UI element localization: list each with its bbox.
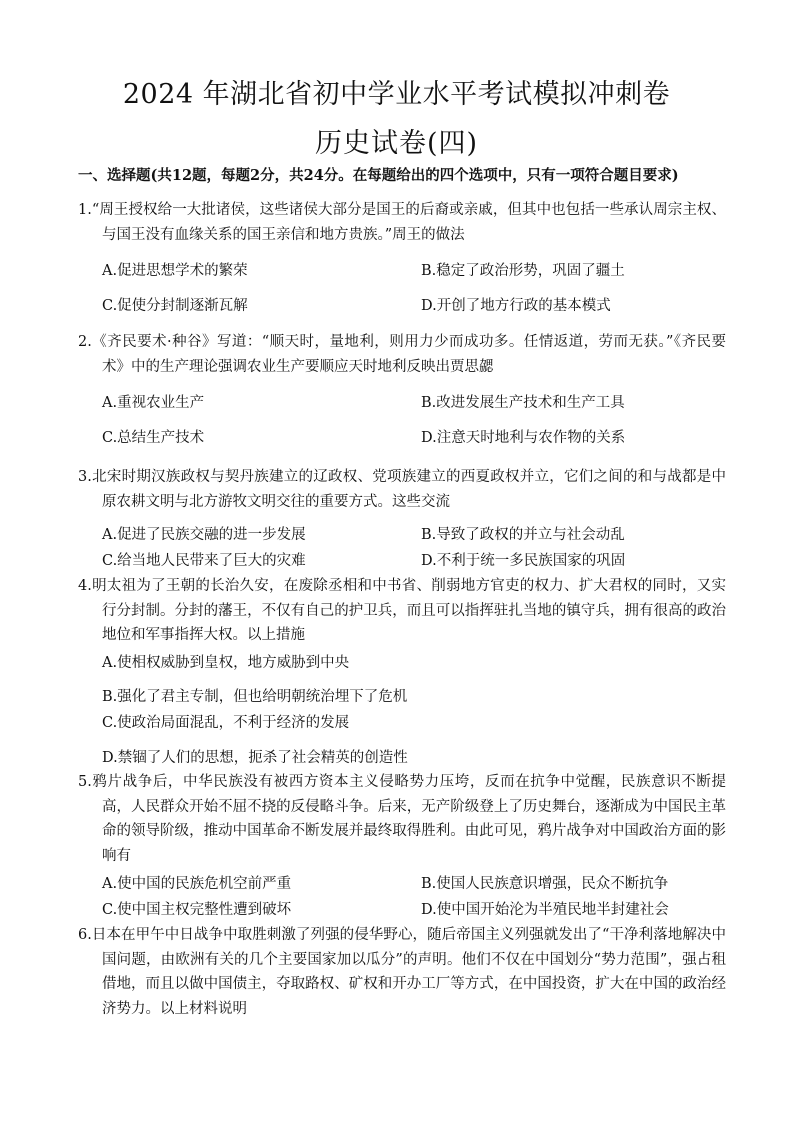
exam-title: 2024 年湖北省初中学业水平考试模拟冲刺卷 — [122, 79, 671, 110]
option-c: C.使政治局面混乱，不利于经济的发展 — [102, 715, 350, 731]
option-b: B.导致了政权的并立与社会动乱 — [421, 527, 625, 543]
option-d: D.不利于统一多民族国家的巩固 — [421, 553, 626, 569]
section-heading: 一、选择题(共12题，每题2分，共24分。在每题给出的四个选项中，只有一项符合题目要求) — [78, 167, 679, 184]
question-stem: 4.明太祖为了王朝的长治久安，在废除丞相和中书省、削弱地方官吏的权力、扩大君权的同时，又实行分封制。分封的藩王，不仅有自己的护卫兵，而且可以指挥驻扎当地的镇守兵，拥有很高的政治地位和军事指挥大权。以上措施 — [78, 578, 726, 643]
option-a: A.促进了民族交融的进一步发展 — [102, 527, 306, 543]
question-3 — [78, 465, 726, 514]
question-stem: 5.鸦片战争后，中华民族没有被西方资本主义侵略势力压垮，反而在抗争中觉醒，民族意识不断提高，人民群众开始不屈不挠的反侵略斗争。后来，无产阶级登上了历史舞台，逐渐成为中国民主革命的领导阶级，推动中国革命不断发展并最终取得胜利。由此可见，鸦片战争对中国政治方面的影响有 — [78, 774, 726, 864]
option-b: B.改进发展生产技术和生产工具 — [421, 395, 625, 411]
option-c: C.促使分封制逐渐瓦解 — [102, 298, 248, 314]
option-d: D.注意天时地利与农作物的关系 — [421, 430, 626, 446]
option-b: B.使国人民族意识增强，民众不断抗争 — [421, 876, 669, 892]
option-c: C.给当地人民带来了巨大的灾难 — [102, 553, 306, 569]
question-stem: 1.“周王授权给一大批诸侯，这些诸侯大部分是国王的后裔或亲戚，但其中也包括一些承认周宗主权、与国王没有血缘关系的国王亲信和地方贵族。”周王的做法 — [78, 202, 726, 243]
option-c: C.使中国主权完整性遭到破坏 — [102, 902, 292, 918]
question-4 — [78, 574, 726, 648]
option-b: B.稳定了政治形势，巩固了疆土 — [421, 263, 625, 279]
question-stem: 6.日本在甲午中日战争中取胜刺激了列强的侵华野心，随后帝国主义列强就发出了“干净利落地解决中国问题，由欧洲有关的几个主要国家加以瓜分”的声明。他们不仅在中国划分“势力范围”，强占租借地，而且以做中国债主，夺取路权、矿权和开办工厂等方式，在中国投资，扩大在中国的政治经济势力。以上材料说明 — [78, 927, 726, 1017]
option-b: B.强化了君主专制，但也给明朝统治埋下了危机 — [102, 689, 408, 705]
option-a: A.使中国的民族危机空前严重 — [102, 876, 292, 892]
option-d: D.开创了地方行政的基本模式 — [421, 298, 611, 314]
question-stem: 3.北宋时期汉族政权与契丹族建立的辽政权、党项族建立的西夏政权并立，它们之间的和与战都是中原农耕文明与北方游牧文明交往的重要方式。这些交流 — [78, 469, 726, 510]
exam-subtitle: 历史试卷(四) — [314, 128, 479, 159]
question-1 — [78, 198, 726, 247]
question-5 — [78, 770, 726, 868]
question-stem: 2.《齐民要术·种谷》写道：“顺天时，量地利，则用力少而成功多。任情返道，劳而无获。”《齐民要术》中的生产理论强调农业生产要顺应天时地利反映出贾思勰 — [78, 334, 726, 375]
option-d: D.使中国开始沦为半殖民地半封建社会 — [421, 902, 669, 918]
option-a: A.重视农业生产 — [102, 395, 205, 411]
option-a: A.使相权威胁到皇权，地方威胁到中央 — [102, 655, 350, 671]
option-d: D.禁锢了人们的思想，扼杀了社会精英的创造性 — [102, 750, 408, 766]
question-2 — [78, 330, 726, 379]
option-c: C.总结生产技术 — [102, 430, 205, 446]
question-6 — [78, 923, 726, 1021]
option-a: A.促进思想学术的繁荣 — [102, 263, 248, 279]
